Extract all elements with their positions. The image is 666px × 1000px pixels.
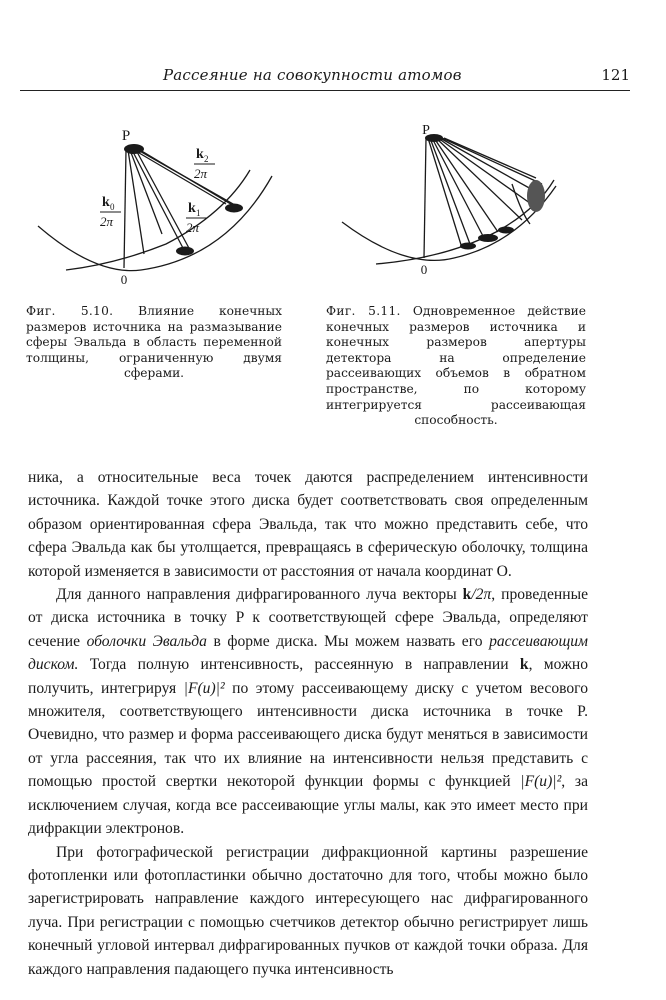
label-k0: k (102, 195, 110, 210)
label-2pi: 2π (100, 214, 114, 229)
vector-k0 (124, 150, 126, 268)
ray (432, 138, 484, 238)
math-formula: |F(u)|² (183, 679, 225, 697)
text-run: Для данного направления дифрагированного луча векторы (56, 586, 463, 604)
emphasis: рассеивающим диском. (28, 632, 589, 674)
label-k0-sub: 0 (110, 202, 115, 212)
paragraph (28, 583, 588, 840)
ewald-sphere-inner (38, 176, 272, 271)
figure-5-10-diagram (36, 124, 296, 294)
scattering-disk (498, 227, 514, 234)
vector-k: k (519, 656, 529, 674)
header-rule (20, 90, 630, 91)
emphasis: оболочки Эвальда (86, 632, 207, 650)
paragraph: При фотографической регистрации дифракционной картины разрешение фотопленки или фотопластинки обычно достаточно для того, чтобы можно было зарегистрировать направление каждого интересующего нас дифрагированного луча. При регистрации с помощью счетчиков детектор обычно регистрирует лишь конечный угловой интервал дифрагированных пучков от каждой точки образа. Для каждого направления падающего пучка интенсивность (28, 843, 588, 978)
ewald-sphere-outer (66, 170, 250, 270)
detector-arc (512, 184, 530, 224)
label-O: 0 (120, 272, 128, 287)
page-number: 121 (601, 66, 630, 84)
vector-k: k (462, 586, 472, 604)
label-O: 0 (420, 262, 428, 277)
label-P: P (422, 124, 430, 138)
vector-k1 (132, 150, 184, 250)
math-fraction: /2π (471, 586, 492, 604)
text-run: , проведенные от диска источника в точку P к соответствующей сфере Эвальда, определяют сечение (28, 586, 588, 650)
ray (136, 150, 190, 250)
ray (424, 138, 426, 258)
text-run: по этому рассеивающему диску с учетом весового множителя, соответствующего интенсивности диска источника в точке P. Очевидно, что размер и форма рассеивающего диска будут меняться в зависимости от угла рассеяния, так что их влияние на интенсивности нельзя представить с помощью простой свертки некоторой функции формы с функцией (28, 679, 588, 791)
figure-5-11-diagram (336, 124, 596, 284)
running-header (20, 66, 630, 90)
label-k2: k (196, 147, 204, 162)
ewald-sphere-inner (342, 186, 556, 260)
scattering-disk (478, 234, 498, 242)
figure-5-10-caption (26, 304, 282, 382)
body-text (28, 466, 588, 981)
math-formula: |F(u)|² (520, 773, 562, 791)
text-run: в форме диска. Мы можем назвать его (206, 632, 490, 650)
ray (442, 138, 542, 184)
ray (430, 138, 470, 244)
scattering-disk (460, 243, 476, 250)
running-title: Рассеяние на совокупности атомов (163, 66, 462, 84)
paragraph: ника, а относительные веса точек даются распределением интенсивности источника. Каждой точке этого диска будет соответствовать своя определенным образом ориентированная сфера Эвальда, так что можно представить себе, что сфера Эвальда как бы утолщается, превращаясь в сферическую оболочку, толщина которой изменяется в зависимости от расстояния от начала координат O. (28, 469, 588, 580)
label-k2-sub: 2 (204, 154, 209, 164)
label-k1: k (188, 201, 196, 216)
caption-label: Фиг. 5.10. (26, 304, 114, 318)
ray (440, 138, 540, 194)
label-k1-sub: 1 (196, 208, 201, 218)
ray (140, 150, 234, 206)
caption-text: Влияние конечных размеров источника на размазывание сферы Эвальда в область переменной толщины, ограниченную двумя сферами. (26, 304, 283, 381)
text-run: , за исключением случая, когда все рассеивающие углы малы, как это имеет место при дифракции электронов. (28, 773, 588, 838)
caption-label: Фиг. 5.11. (326, 304, 401, 318)
scattering-disk (225, 204, 243, 213)
scattering-region (527, 180, 545, 212)
label-2pi: 2π (194, 166, 208, 181)
source-disk (124, 144, 144, 154)
scattering-disk (176, 247, 194, 256)
figure-5-11-caption (326, 304, 586, 429)
label-P: P (121, 128, 131, 144)
text-run: Тогда полную интенсивность, рассеянную в направлении (78, 656, 520, 674)
text-run: , можно получить, интегрируя (28, 656, 588, 697)
label-2pi: 2π (186, 220, 200, 235)
caption-text: Одновременное действие конечных размеров источника и конечных размеров апертуры детектора на определение рассеивающих объемов в обратном пространстве, по которому интегрируется рассеивающая способность. (326, 304, 586, 428)
